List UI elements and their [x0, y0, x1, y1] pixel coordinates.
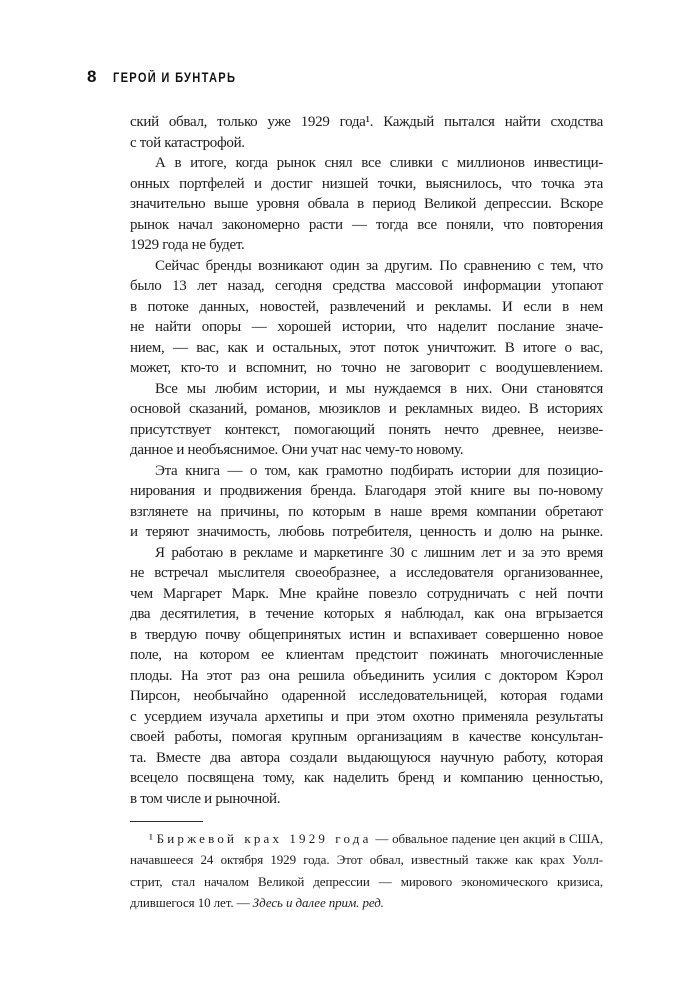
text-line: не встречал мыслителя своеобразнее, а исследователя организованнее,	[130, 565, 603, 581]
footnote-separator	[130, 821, 203, 822]
paragraph	[130, 112, 603, 153]
text-line: всецело посвящена тому, как наделить бренд и компанию ценностью,	[130, 770, 603, 786]
text-line: два десятилетия, в течение которых я наблюдал, как она вгрызается	[130, 606, 603, 622]
paragraph	[130, 543, 603, 810]
editorial-note: Здесь и далее прим. ред.	[252, 895, 384, 911]
text-line: Я работаю в рекламе и маркетинге 30 с лишним лет и за это время	[155, 544, 603, 561]
text-line: значительно выше уровня обвала в период Великой депрессии. Вскоре	[130, 196, 603, 212]
text-line: взглянете на причины, по которым в наше время компании обретают	[130, 503, 603, 520]
page-number: 8	[87, 67, 97, 86]
footnote-line	[130, 849, 603, 870]
paragraph	[130, 379, 603, 461]
body-text	[130, 112, 603, 809]
text-line: в потоке данных, новостей, развлечений и рекламы. И если в нем	[130, 298, 603, 315]
footnote-line	[130, 828, 603, 849]
text-line: рынок начал закономерно расти — тогда все поняли, что повторения	[130, 216, 603, 233]
running-title: ГЕРОЙ И БУНТАРЬ	[113, 70, 237, 85]
footnote-text: длившегося 10 лет. —	[130, 895, 253, 911]
text-line: нием, — вас, как и остальных, этот поток уничтожит. В итоге о вас,	[130, 339, 603, 356]
text-line: с той катастрофой.	[130, 134, 245, 151]
footnote-text: — обвальное падение цен акций в США,	[371, 831, 603, 846]
text-line: А в итоге, когда рынок снял все сливки с миллионов инвестици-	[155, 155, 603, 171]
footnote-text: ¹	[149, 831, 157, 846]
page-header	[87, 67, 264, 86]
paragraph	[130, 461, 603, 543]
text-line: 1929 года не будет.	[130, 237, 245, 253]
paragraph	[130, 256, 603, 379]
paragraph	[130, 153, 603, 256]
footnote-line	[130, 871, 603, 892]
text-line: может, кто-то и вспомнит, но точно не заговорит с воодушевлением.	[130, 360, 603, 376]
text-line: и теряют значимость, любовь потребителя, ценность и долю на рынке.	[130, 524, 603, 540]
footnote-term: Биржевой крах 1929 года	[156, 831, 372, 846]
text-line: ский обвал, только уже 1929 года¹. Каждый пытался найти сходства	[130, 114, 603, 130]
footnote-text: стрит, стал началом Великой депрессии — мирового экономического кризиса,	[130, 873, 603, 889]
text-line: в твердую почву общепринятых истин и вспахивает совершенно новое	[130, 626, 603, 643]
text-line: онных портфелей и достиг низшей точки, выяснилось, что точка эта	[130, 175, 603, 192]
text-line: плоды. На этот раз она решила объединить усилия с доктором Кэрол	[130, 667, 603, 684]
text-line: Все мы любим истории, и мы нуждаемся в них. Они становятся	[155, 380, 603, 397]
text-line: присутствует контекст, помогающий понять нечто древнее, неизве-	[130, 421, 603, 438]
text-line: чем Маргарет Марк. Мне крайне повезло сотрудничать с ней почти	[130, 585, 603, 602]
text-line: Эта книга — о том, как грамотно подбирать истории для позицио-	[155, 462, 603, 479]
text-line: нирования и продвижения бренда. Благодаря этой книге вы по-новому	[130, 483, 603, 499]
text-line: та. Вместе два автора создали выдающуюся научную работу, которая	[130, 749, 603, 766]
text-line: Пирсон, необычайно одаренной исследовательницей, которая годами	[130, 688, 603, 704]
text-line: с усердием изучала архетипы и при этом охотно применяла результаты	[130, 708, 603, 725]
text-line: было 13 лет назад, сегодня средства массовой информации утопают	[130, 278, 603, 294]
text-line: Сейчас бренды возникают один за другим. По сравнению с тем, что	[155, 257, 603, 274]
text-line: не найти опоры — хорошей истории, что наделит послание значе-	[130, 319, 603, 335]
footnote-line	[130, 892, 603, 913]
text-line: поле, на котором ее клиентам предстоит пожинать многочисленные	[130, 647, 603, 663]
text-line: в том числе и рыночной.	[130, 790, 281, 807]
text-line: своей работы, помогая крупным организациям в качестве консультан-	[130, 729, 603, 745]
footnote-text: начавшееся 24 октября 1929 года. Этот обвал, известный также как крах Уолл-	[130, 852, 603, 868]
footnote	[130, 828, 603, 914]
text-line: основой сказаний, романов, мюзиклов и рекламных видео. В историях	[130, 401, 603, 417]
text-line: данное и необъяснимое. Они учат нас чему-то новому.	[130, 442, 464, 458]
